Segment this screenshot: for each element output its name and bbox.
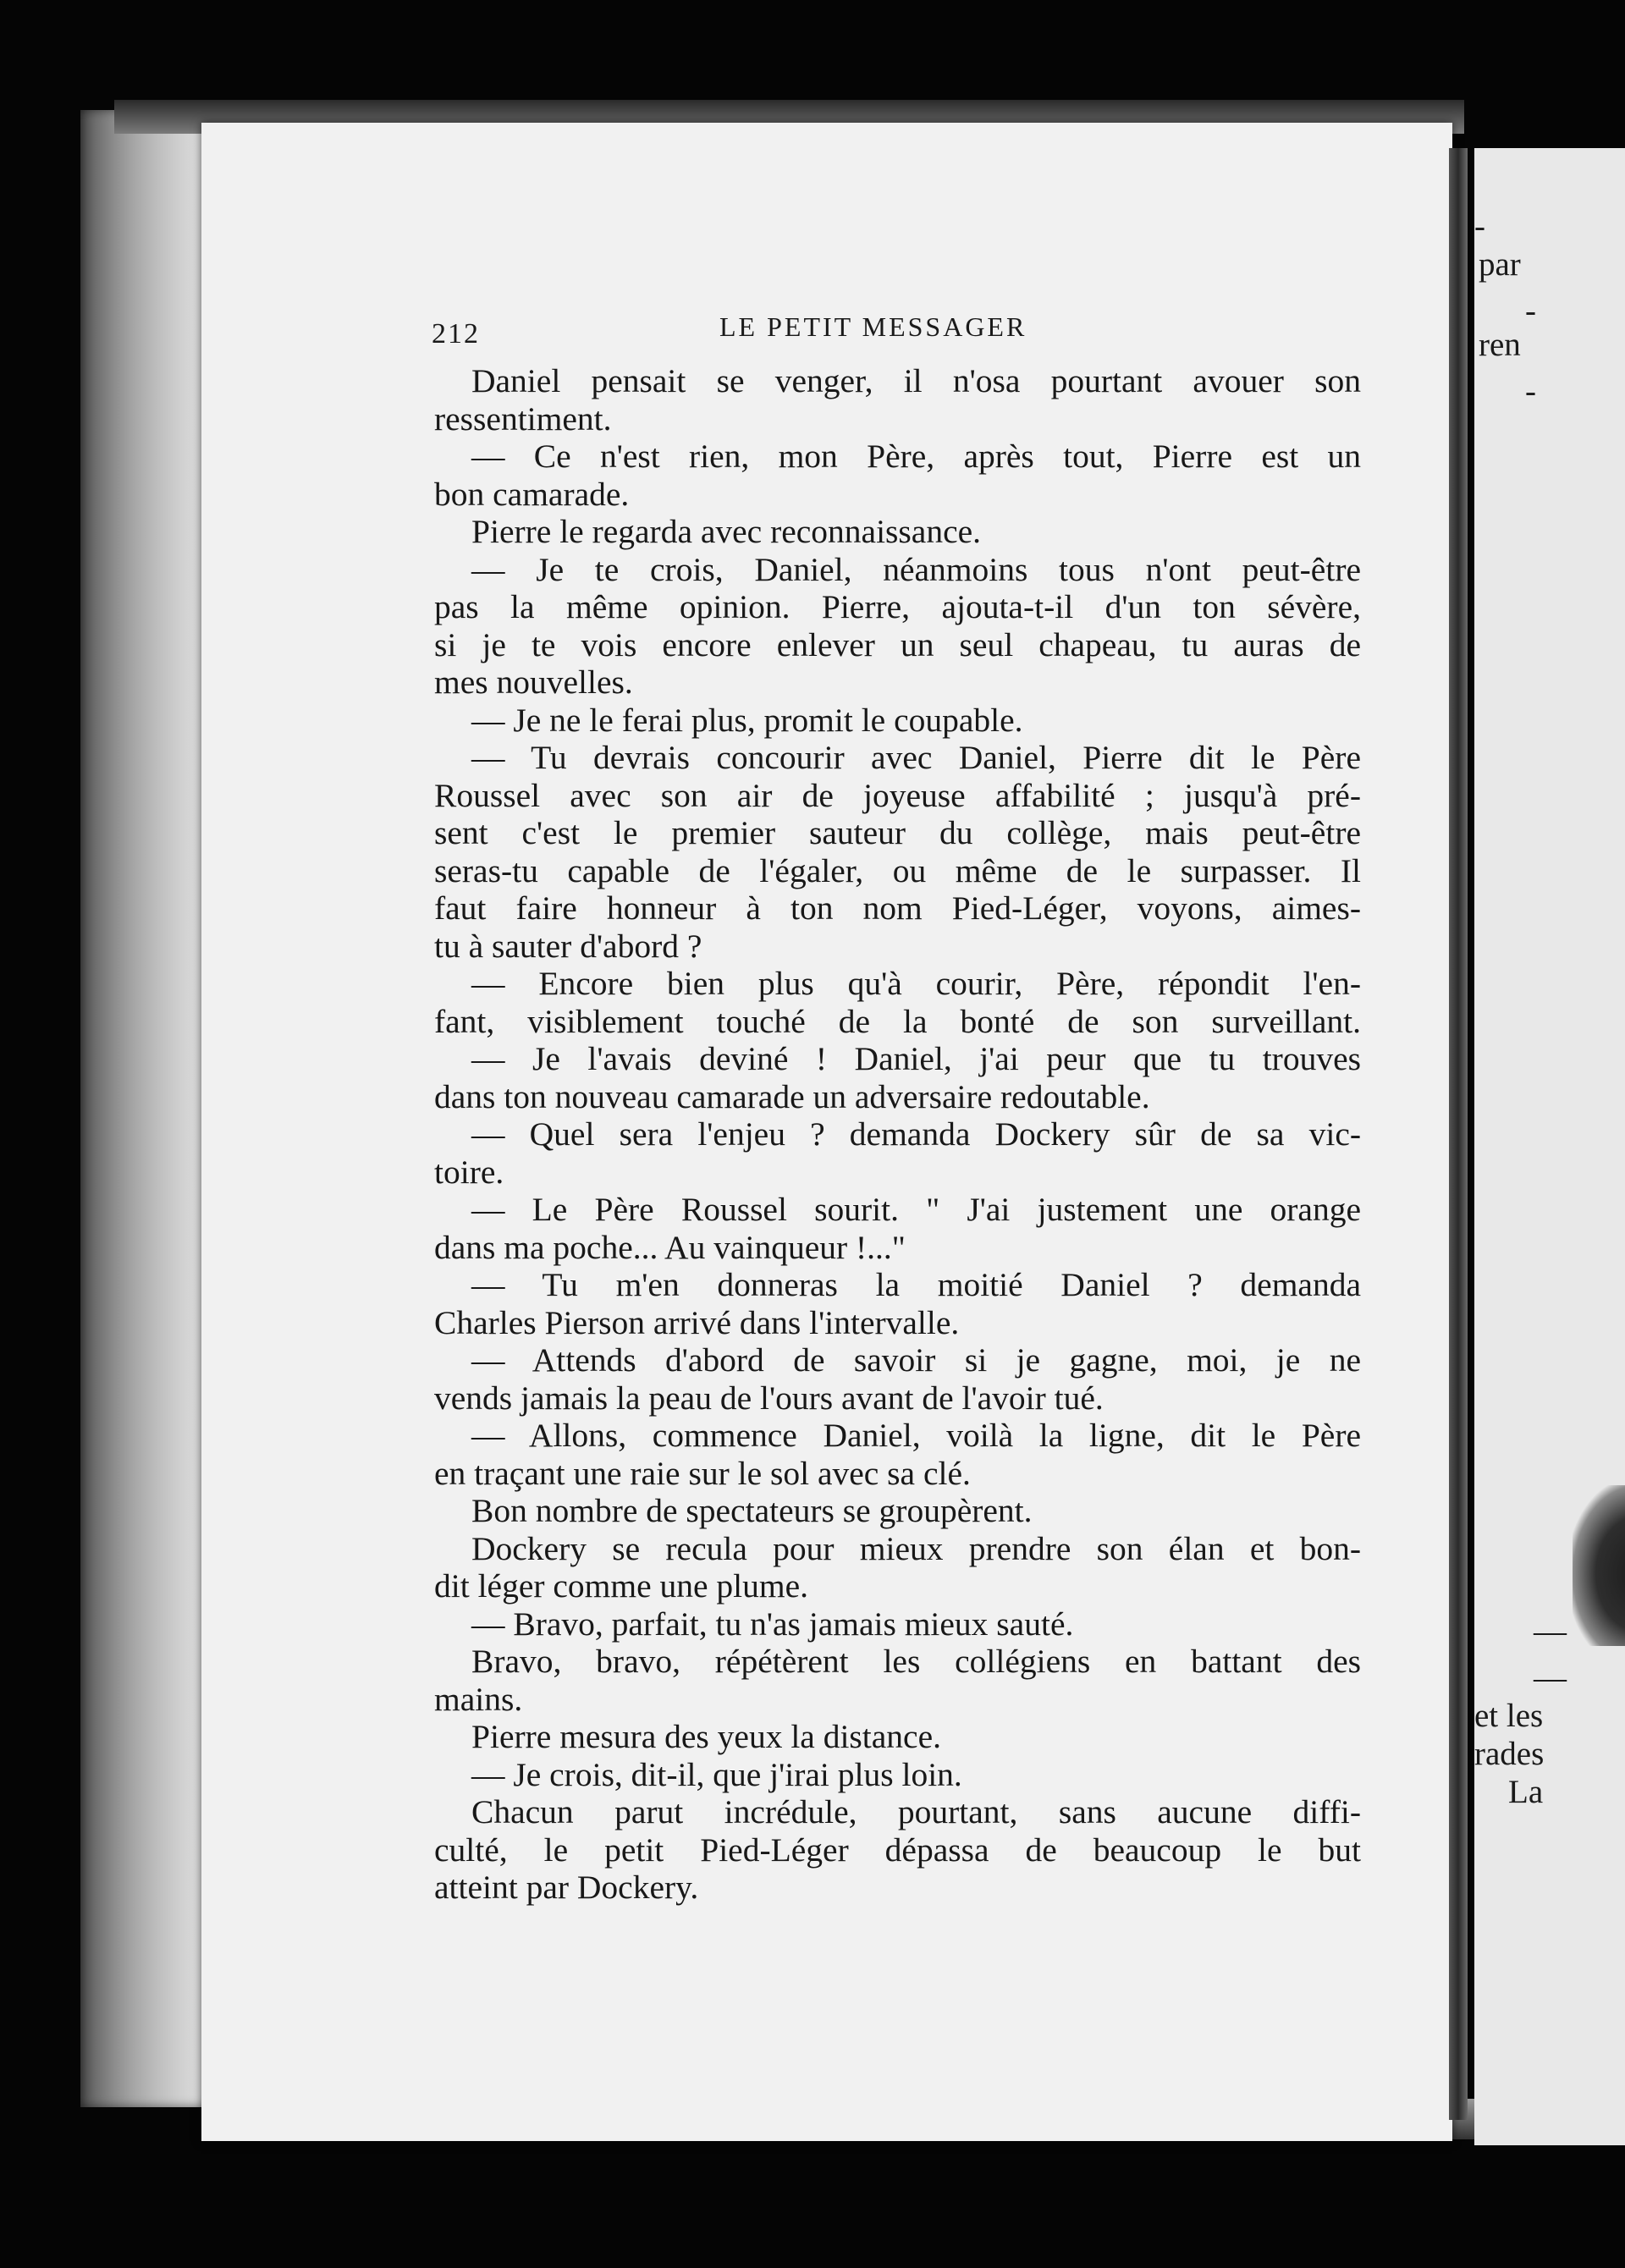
text-line: tu à sauter d'abord ?	[434, 927, 702, 965]
facing-page-fragment: ren	[1479, 327, 1521, 363]
text-line: toire.	[434, 1153, 504, 1191]
facing-page-fragment: -	[1525, 373, 1536, 410]
text-line: pas la même opinion. Pierre, ajouta-t-il d'un ton sévère,	[434, 588, 1361, 625]
facing-page-fragment: —	[1534, 1613, 1567, 1649]
facing-page-fragment: par	[1479, 246, 1521, 283]
text-line: sent c'est le premier sauteur du collège, mais peut-être	[434, 814, 1361, 851]
text-line: Pierre mesura des yeux la distance.	[471, 1718, 941, 1755]
text-line: Pierre le regarda avec reconnaissance.	[471, 513, 982, 550]
text-line: — Je ne le ferai plus, promit le coupable.	[471, 701, 1023, 739]
text-line: — Quel sera l'enjeu ? demanda Dockery sûr de sa vic-	[471, 1115, 1361, 1153]
facing-page-fragment: -	[1525, 293, 1536, 329]
book-gutter	[1449, 148, 1468, 2120]
text-line: — Bravo, parfait, tu n'as jamais mieux sauté.	[471, 1605, 1074, 1643]
facing-page-text	[1474, 148, 1625, 2145]
text-line: mains.	[434, 1680, 523, 1718]
text-line: — Je te crois, Daniel, néanmoins tous n'ont peut-être	[471, 550, 1361, 588]
text-line: — Tu m'en donneras la moitié Daniel ? demanda	[471, 1266, 1361, 1303]
text-line: dit léger comme une plume.	[434, 1567, 809, 1605]
running-head	[432, 303, 1447, 354]
text-line: Roussel avec son air de joyeuse affabilité ; jusqu'à pré-	[434, 776, 1361, 814]
facing-page-fragment: —	[1534, 1660, 1567, 1696]
text-line: — Allons, commence Daniel, voilà la ligne, dit le Père	[471, 1417, 1361, 1454]
text-line: vends jamais la peau de l'ours avant de l'avoir tué.	[434, 1379, 1104, 1417]
text-line: — Attends d'abord de savoir si je gagne, moi, je ne	[471, 1341, 1361, 1379]
text-line: Charles Pierson arrivé dans l'intervalle.	[434, 1303, 960, 1341]
text-line: si je te vois encore enlever un seul chapeau, tu auras de	[434, 625, 1361, 663]
text-line: — Je crois, dit-il, que j'irai plus loin.	[471, 1755, 962, 1793]
text-line: Daniel pensait se venger, il n'osa pourtant avouer son	[471, 362, 1361, 399]
facing-page-fragment: -	[1474, 208, 1485, 245]
text-line: seras-tu capable de l'égaler, ou même de le surpasser. Il	[434, 851, 1361, 889]
text-line: — Tu devrais concourir avec Daniel, Pierre dit le Père	[471, 739, 1361, 776]
text-line: Dockery se recula pour mieux prendre son élan et bon-	[471, 1529, 1361, 1567]
text-line: bon camarade.	[434, 475, 630, 513]
text-line: Bravo, bravo, répétèrent les collégiens en battant des	[471, 1643, 1361, 1680]
text-line: faut faire honneur à ton nom Pied-Léger, voyons, aimes-	[434, 889, 1361, 927]
text-line: mes nouvelles.	[434, 663, 633, 701]
text-line: fant, visiblement touché de la bonté de son surveillant.	[434, 1002, 1361, 1040]
text-line: — Ce n'est rien, mon Père, après tout, Pierre est un	[471, 438, 1361, 475]
text-line: — Encore bien plus qu'à courir, Père, répondit l'en-	[471, 965, 1361, 1002]
text-line: Bon nombre de spectateurs se groupèrent.	[471, 1492, 1033, 1529]
text-line: culté, le petit Pied-Léger dépassa de beaucoup le but	[434, 1830, 1361, 1869]
text-line: ressentiment.	[434, 399, 612, 438]
text-line: — Je l'avais deviné ! Daniel, j'ai peur que tu trouves	[471, 1040, 1361, 1077]
facing-page-fragment: La	[1508, 1774, 1544, 1810]
text-line: en traçant une raie sur le sol avec sa clé.	[434, 1454, 971, 1492]
text-line: Chacun parut incrédule, pourtant, sans aucune diffi-	[471, 1793, 1361, 1830]
text-line: — Le Père Roussel sourit. " J'ai justement une orange	[471, 1191, 1361, 1228]
facing-page-fragment: rades	[1474, 1736, 1545, 1772]
facing-page-illustration	[1573, 1485, 1625, 1646]
text-line: dans ma poche... Au vainqueur !..."	[434, 1228, 906, 1266]
page-number: 212	[432, 318, 480, 350]
running-title: LE PETIT MESSAGER	[719, 311, 1027, 342]
body-text	[434, 362, 1361, 1907]
facing-page-fragment: et les	[1474, 1698, 1544, 1734]
text-line: atteint par Dockery.	[434, 1869, 699, 1906]
text-line: dans ton nouveau camarade un adversaire redoutable.	[434, 1077, 1150, 1115]
